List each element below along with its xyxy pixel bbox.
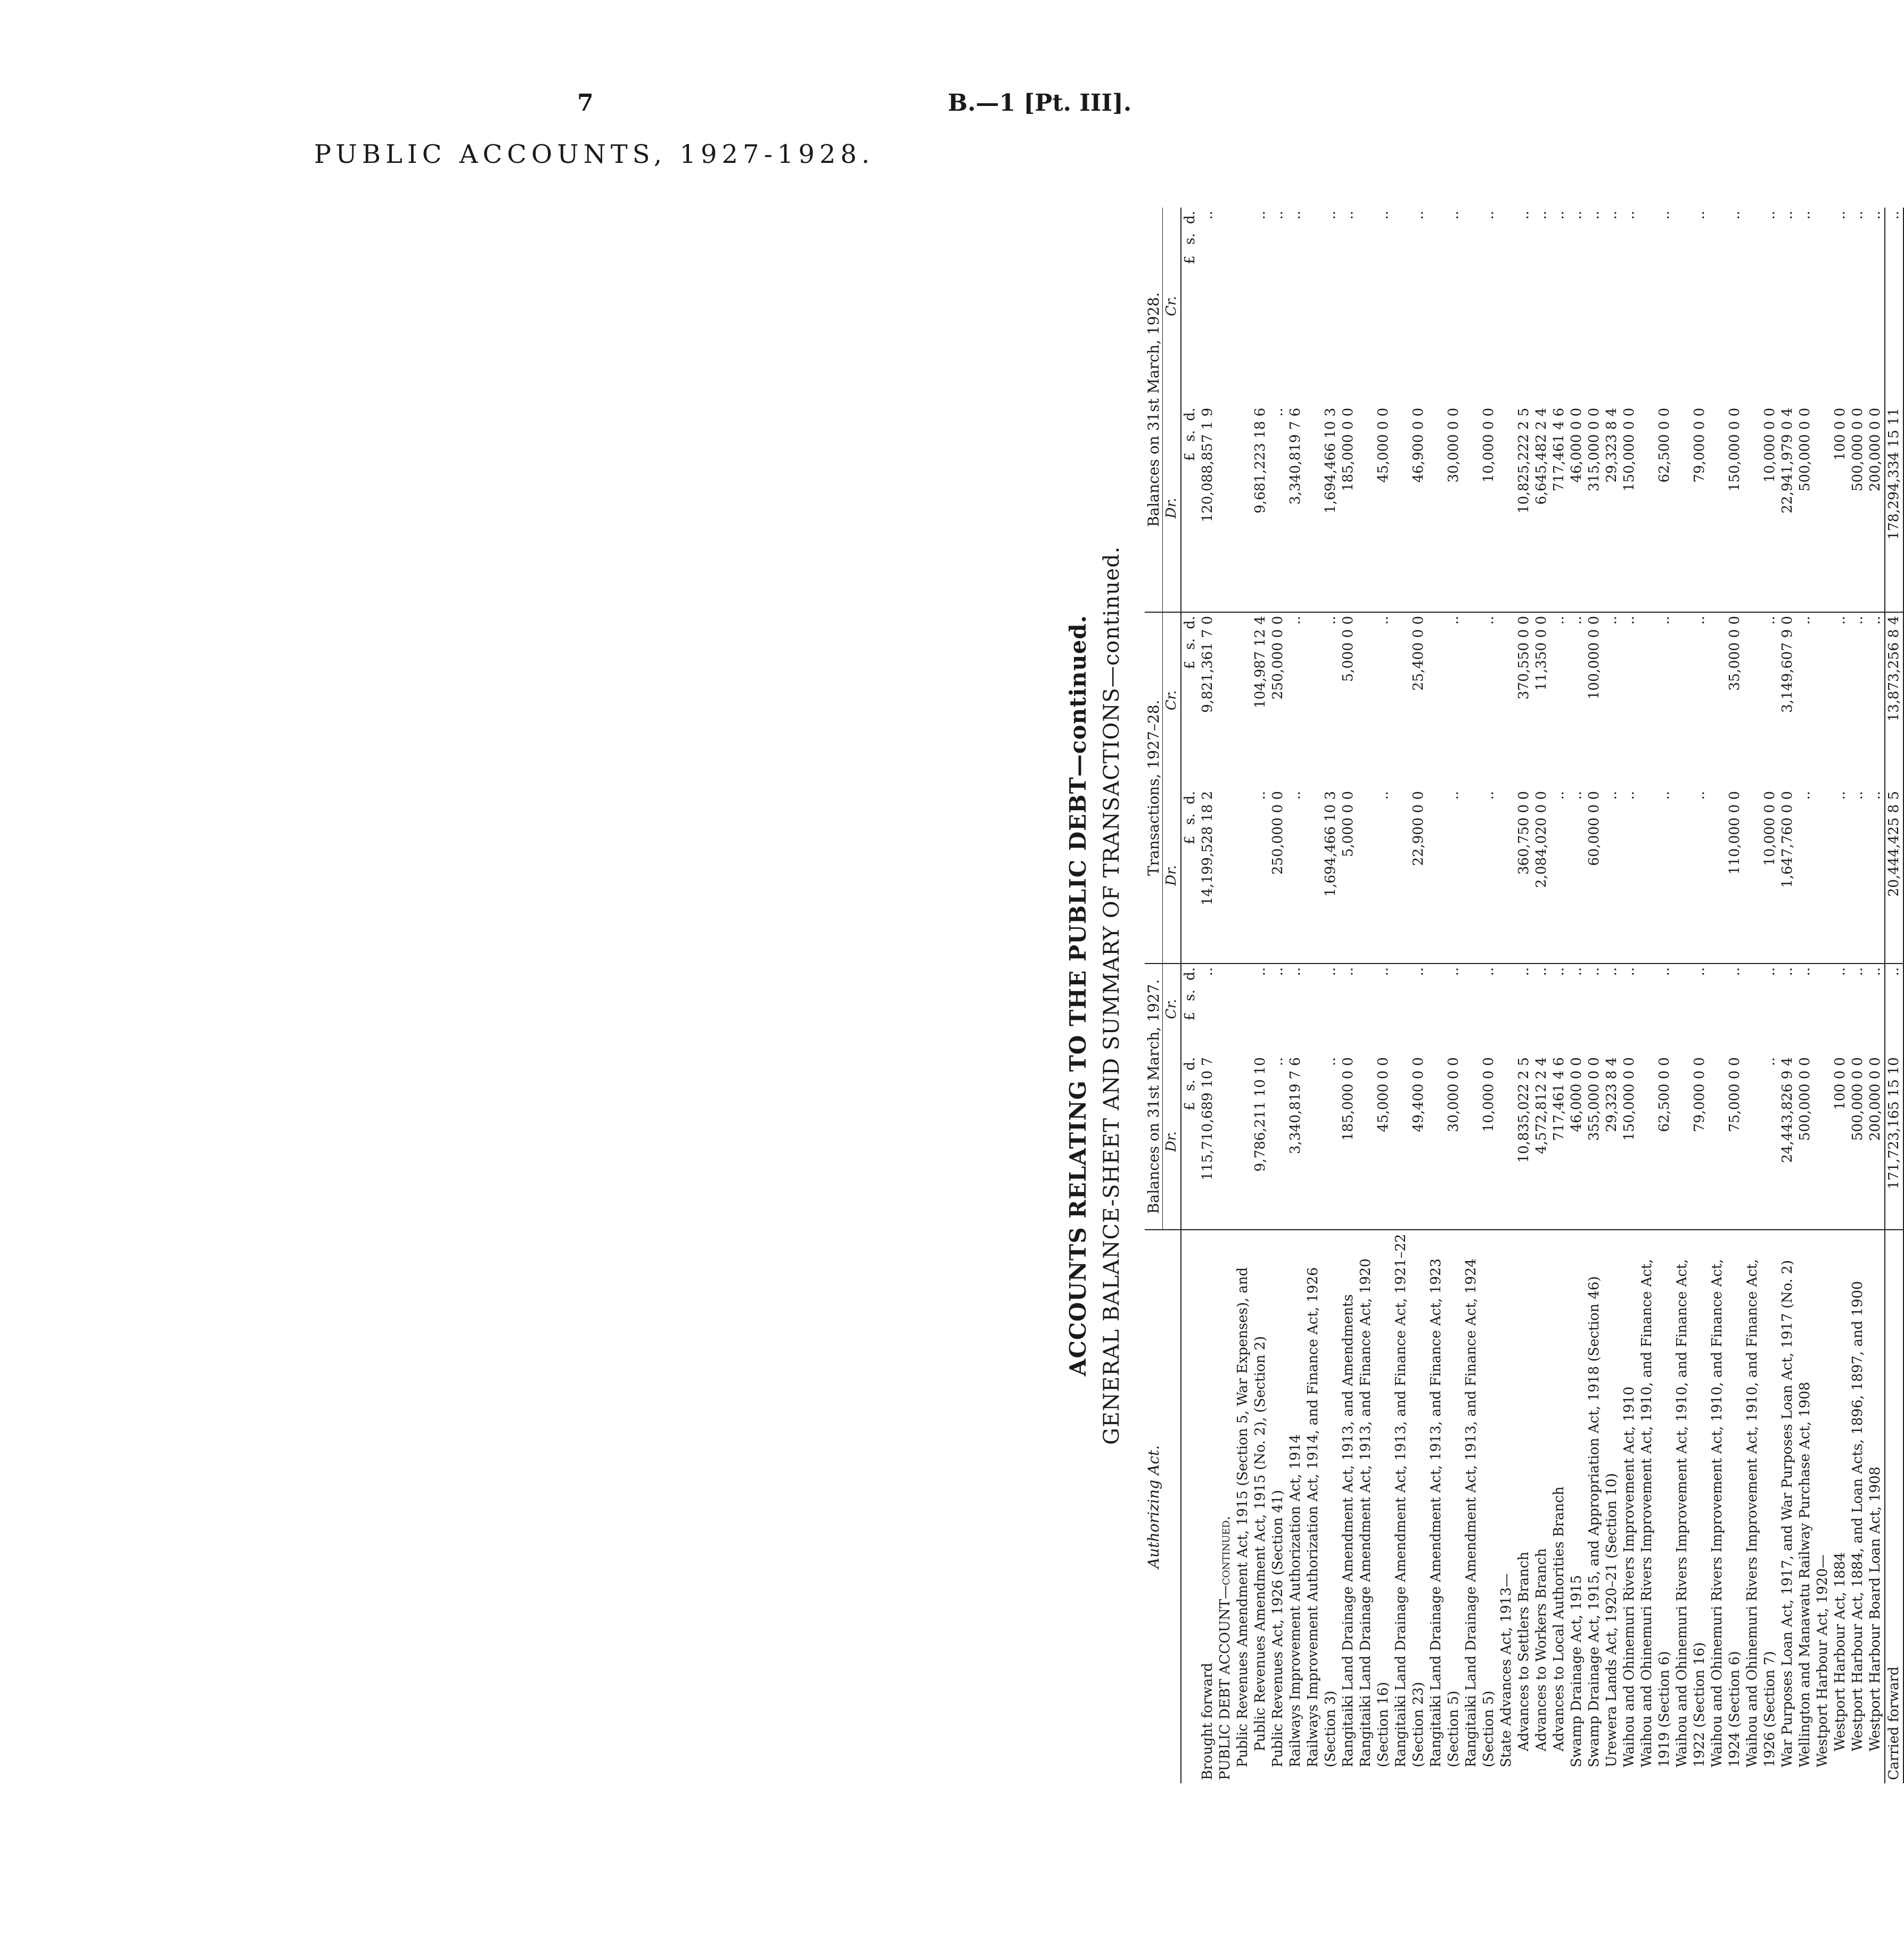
balance-1927-dr-cell xyxy=(1498,1054,1515,1230)
transaction-dr-cell: 1,694,466 10 3 xyxy=(1323,791,1339,897)
unit-d: d. xyxy=(1182,967,1198,981)
balance-1927-dr-cell: 46,000 0 0 xyxy=(1569,1057,1585,1132)
balance-1927-dr-cell: .. xyxy=(1270,1057,1286,1066)
transaction-cr-cell: .. xyxy=(1867,612,1885,788)
balance-1928-cr-cell: .. xyxy=(1200,211,1216,220)
units-balance-1927-cr xyxy=(1181,964,1199,1054)
balance-1927-cr-cell: .. xyxy=(1709,964,1744,1054)
table-row xyxy=(1515,208,1533,1783)
balance-1927-cr-cell: .. xyxy=(1586,964,1603,1054)
balance-1927-cr-cell: .. xyxy=(1638,964,1673,1054)
transaction-cr-cell: .. xyxy=(1550,612,1568,788)
balance-1928-dr-cell: 500,000 0 0 xyxy=(1797,408,1813,492)
balance-1927-cr-cell xyxy=(1498,964,1515,1054)
transaction-cr-cell: 250,000 0 0 xyxy=(1269,612,1287,788)
balance-1928-cr-cell: .. xyxy=(1446,211,1462,220)
balance-1928-dr-cell: 46,900 0 0 xyxy=(1410,408,1426,483)
ledger-table xyxy=(1145,208,1904,1783)
table-row xyxy=(1832,208,1849,1783)
balance-1928-dr-cell: 10,000 0 0 xyxy=(1481,408,1497,483)
balance-1928-cr-cell: .. xyxy=(1692,211,1708,220)
transaction-dr-cell xyxy=(1814,788,1832,964)
balance-1928-dr-cell: 1,694,466 10 3 xyxy=(1323,408,1339,514)
balance-1928-dr-cell: 315,000 0 0 xyxy=(1586,408,1602,492)
authorizing-act-cell: Waihou and Ohinemuri Rivers Improvement Act, 1910, and Finance Act, 1919 (Section 6) xyxy=(1638,1230,1673,1783)
balance-1927-cr-cell: .. xyxy=(1796,964,1814,1054)
balance-1927-cr-cell xyxy=(1217,964,1234,1054)
balance-1928-cr-cell: .. xyxy=(1533,211,1549,220)
unit-d: d. xyxy=(1182,1057,1198,1071)
transaction-cr-cell: .. xyxy=(1621,612,1638,788)
balance-1928-cr-cell xyxy=(1217,208,1234,405)
balance-1928-cr-cell: .. xyxy=(1375,211,1391,220)
balance-1927-dr-cell xyxy=(1217,1054,1234,1230)
balance-1927-dr-cell: 75,000 0 0 xyxy=(1727,1057,1743,1132)
balance-1928-cr-cell: .. xyxy=(1516,211,1532,220)
transaction-cr-cell: .. xyxy=(1357,612,1392,788)
transaction-cr-cell: .. xyxy=(1849,612,1867,788)
units-blank xyxy=(1181,1230,1199,1783)
authorizing-act-cell: Waihou and Ohinemuri Rivers Improvement Act, 1910, and Finance Act, 1924 (Section 6) xyxy=(1709,1230,1744,1783)
transaction-cr-cell: 3,149,607 9 0 xyxy=(1779,612,1796,788)
transaction-cr-cell: .. xyxy=(1568,612,1586,788)
balance-1928-dr-cell: 120,088,857 1 9 xyxy=(1200,408,1216,523)
balance-1927-dr-cell: 185,000 0 0 xyxy=(1340,1057,1356,1141)
balance-1928-cr-cell: .. xyxy=(1779,211,1795,220)
balance-1928-cr-cell xyxy=(1234,208,1252,405)
transaction-cr-cell: .. xyxy=(1744,612,1779,788)
transaction-dr-cell xyxy=(1234,788,1252,964)
unit-d: d. xyxy=(1182,791,1198,804)
unit-l: £ xyxy=(1182,1102,1198,1111)
balance-1927-dr-cell: 500,000 0 0 xyxy=(1850,1057,1866,1141)
transaction-dr-cell: 1,647,760 0 0 xyxy=(1779,791,1795,888)
balance-1928-cr-cell: .. xyxy=(1270,211,1286,220)
balance-1927-cr-cell: .. xyxy=(1340,964,1357,1054)
authorizing-act-cell: Waihou and Ohinemuri Rivers Improvement Act, 1910 xyxy=(1621,1230,1638,1783)
unit-s: s. xyxy=(1182,638,1198,650)
balance-1928-cr-cell: .. xyxy=(1569,211,1585,220)
authorizing-act-cell: PUBLIC DEBT ACCOUNT—continued. xyxy=(1217,1230,1234,1783)
table-row xyxy=(1427,208,1463,1783)
col-cr: Cr. xyxy=(1163,964,1181,1054)
table-row xyxy=(1638,208,1673,1783)
page-title: PUBLIC ACCOUNTS, 1927-1928. xyxy=(314,139,875,169)
balance-1928-dr-cell: 45,000 0 0 xyxy=(1375,408,1391,483)
transaction-dr-cell: .. xyxy=(1551,791,1567,800)
authorizing-act-cell: Rangitaiki Land Drainage Amendment Act, 1913, and Finance Act, 1920 (Section 16) xyxy=(1357,1230,1392,1783)
transaction-dr-cell: .. xyxy=(1621,791,1637,800)
table-row xyxy=(1287,208,1304,1783)
transaction-dr-cell: .. xyxy=(1375,791,1391,800)
transaction-dr-cell: .. xyxy=(1481,791,1497,800)
unit-l: £ xyxy=(1182,452,1198,462)
balance-1928-cr-cell: .. xyxy=(1586,211,1602,220)
table-subtitle: GENERAL BALANCE-SHEET AND SUMMARY OF TRANSACTIONS—continued. xyxy=(1099,546,1124,1445)
balance-1927-dr-cell: 150,000 0 0 xyxy=(1621,1057,1637,1141)
authorizing-act-cell: Railways Improvement Authorization Act, 1914 xyxy=(1287,1230,1304,1783)
table-row xyxy=(1568,208,1586,1783)
balance-1927-cr-cell: .. xyxy=(1463,964,1498,1054)
balance-1928-cr-cell xyxy=(1498,208,1515,405)
table-row xyxy=(1252,208,1269,1783)
balance-1927-dr-cell: 9,786,211 10 10 xyxy=(1252,1057,1268,1172)
table-row xyxy=(1673,208,1709,1783)
transaction-dr-cell: 10,000 0 0 xyxy=(1762,791,1778,866)
balance-1927-cr-cell: .. xyxy=(1427,964,1463,1054)
unit-d: d. xyxy=(1182,408,1198,421)
authorizing-act-cell: Public Revenues Act, 1926 (Section 41) xyxy=(1269,1230,1287,1783)
transaction-dr-cell: 22,900 0 0 xyxy=(1410,791,1426,866)
group-transactions: Transactions, 1927–28. xyxy=(1145,612,1163,964)
table-row xyxy=(1814,208,1832,1783)
balance-1928-cr-cell: .. xyxy=(1287,211,1303,220)
balance-1928-dr-cell xyxy=(1217,405,1234,612)
balance-1928-dr-cell: 178,294,334 15 11 xyxy=(1885,405,1903,612)
balance-1927-cr-cell: .. xyxy=(1392,964,1427,1054)
table-row xyxy=(1463,208,1498,1783)
balance-1928-dr-cell: 500,000 0 0 xyxy=(1850,408,1866,492)
authorizing-act-cell: Advances to Local Authorities Branch xyxy=(1550,1230,1568,1783)
document-reference: B.—1 [Pt. III]. xyxy=(948,89,1132,117)
balance-1927-cr-cell: .. xyxy=(1357,964,1392,1054)
balance-1927-cr-cell: .. xyxy=(1779,964,1796,1054)
authorizing-act-cell: Westport Harbour Act, 1920— xyxy=(1814,1230,1832,1783)
transaction-dr-cell xyxy=(1498,788,1515,964)
table-row xyxy=(1199,208,1217,1783)
transaction-dr-cell: .. xyxy=(1252,791,1268,800)
transaction-dr-cell: .. xyxy=(1850,791,1866,800)
authorizing-act-cell: Railways Improvement Authorization Act, 1914, and Finance Act, 1926 (Section 3) xyxy=(1304,1230,1340,1783)
balance-1928-cr-cell: .. xyxy=(1323,211,1339,220)
balance-1928-dr-cell xyxy=(1814,405,1832,612)
balance-1928-cr-cell: .. xyxy=(1832,211,1848,220)
balance-1927-dr-cell: 10,835,022 2 5 xyxy=(1516,1057,1532,1163)
authorizing-act-cell: Westport Harbour Board Loan Act, 1908 xyxy=(1867,1230,1885,1783)
authorizing-act-cell: Rangitaiki Land Drainage Amendment Act, 1913, and Finance Act, 1924 (Section 5) xyxy=(1463,1230,1498,1783)
balance-1928-dr-cell: 150,000 0 0 xyxy=(1621,408,1637,492)
transaction-cr-cell: 5,000 0 0 xyxy=(1340,612,1357,788)
table-row xyxy=(1550,208,1568,1783)
table-row xyxy=(1586,208,1603,1783)
balance-1927-cr-cell: .. xyxy=(1744,964,1779,1054)
transaction-cr-cell: 100,000 0 0 xyxy=(1586,612,1603,788)
transaction-dr-cell: .. xyxy=(1797,791,1813,800)
units-balance-1928-dr xyxy=(1181,405,1199,612)
transaction-dr-cell: .. xyxy=(1446,791,1462,800)
balance-1927-dr-cell: 171,723,165 15 10 xyxy=(1885,1054,1903,1230)
balance-1928-dr-cell: 185,000 0 0 xyxy=(1340,408,1356,492)
balance-1927-dr-cell xyxy=(1814,1054,1832,1230)
balance-1927-dr-cell: 717,461 4 6 xyxy=(1551,1057,1567,1141)
transaction-cr-cell: .. xyxy=(1638,612,1673,788)
unit-l: £ xyxy=(1182,256,1198,265)
balance-1928-dr-cell: .. xyxy=(1270,408,1286,417)
col-cr: Cr. xyxy=(1163,612,1181,788)
transaction-dr-cell: 5,000 0 0 xyxy=(1340,791,1356,858)
authorizing-act-cell: War Purposes Loan Act, 1917, and War Purposes Loan Act, 1917 (No. 2) xyxy=(1779,1230,1796,1783)
units-transaction-cr xyxy=(1181,612,1199,788)
transaction-cr-cell: .. xyxy=(1796,612,1814,788)
balance-1927-dr-cell: 79,000 0 0 xyxy=(1692,1057,1708,1132)
balance-1928-dr-cell: 3,340,819 7 6 xyxy=(1287,408,1303,505)
table-row xyxy=(1744,208,1779,1783)
balance-1928-dr-cell: 62,500 0 0 xyxy=(1656,408,1672,483)
transaction-dr-cell: .. xyxy=(1832,791,1848,800)
authorizing-act-cell: Waihou and Ohinemuri Rivers Improvement Act, 1910, and Finance Act, 1922 (Section 16) xyxy=(1673,1230,1709,1783)
table-title: ACCOUNTS RELATING TO THE PUBLIC DEBT—continued. xyxy=(1065,614,1091,1377)
rotated-ledger xyxy=(1044,208,1902,1783)
unit-l: £ xyxy=(1182,836,1198,845)
unit-s: s. xyxy=(1182,1080,1198,1091)
balance-1928-cr-cell: .. xyxy=(1885,208,1903,405)
authorizing-act-cell: Rangitaiki Land Drainage Amendment Act, 1913, and Finance Act, 1921–22 (Section 23) xyxy=(1392,1230,1427,1783)
balance-1927-cr-cell xyxy=(1814,964,1832,1054)
unit-l: £ xyxy=(1182,1012,1198,1021)
authorizing-act-cell: Westport Harbour Act, 1884, and Loan Acts, 1896, 1897, and 1900 xyxy=(1849,1230,1867,1783)
authorizing-act-cell: Advances to Settlers Branch xyxy=(1515,1230,1533,1783)
col-authorizing-act: Authorizing Act. xyxy=(1145,1230,1181,1783)
balance-1927-cr-cell: .. xyxy=(1832,964,1849,1054)
balance-1928-cr-cell: .. xyxy=(1410,211,1426,220)
balance-1928-dr-cell: 6,645,482 2 4 xyxy=(1533,408,1549,505)
balance-1927-dr-cell: 30,000 0 0 xyxy=(1446,1057,1462,1132)
balance-1927-cr-cell: .. xyxy=(1199,964,1217,1054)
balance-1927-cr-cell: .. xyxy=(1533,964,1550,1054)
transaction-cr-cell: 11,350 0 0 xyxy=(1533,612,1550,788)
transaction-dr-cell: 250,000 0 0 xyxy=(1270,791,1286,875)
col-dr: Dr. xyxy=(1163,1054,1181,1230)
table-row xyxy=(1304,208,1340,1783)
authorizing-act-cell: Waihou and Ohinemuri Rivers Improvement Act, 1910, and Finance Act, 1926 (Section 7) xyxy=(1744,1230,1779,1783)
transaction-dr-cell: 110,000 0 0 xyxy=(1727,791,1743,875)
transaction-cr-cell: .. xyxy=(1673,612,1709,788)
balance-1928-dr-cell: 79,000 0 0 xyxy=(1692,408,1708,483)
authorizing-act-cell: Rangitaiki Land Drainage Amendment Act, 1913, and Amendments xyxy=(1340,1230,1357,1783)
balance-1927-dr-cell: 24,443,826 9 4 xyxy=(1779,1057,1795,1163)
transaction-dr-cell: 2,084,020 0 0 xyxy=(1533,791,1549,888)
authorizing-act-cell: Public Revenues Amendment Act, 1915 (Section 5, War Expenses), and xyxy=(1234,1230,1252,1783)
unit-s: s. xyxy=(1182,813,1198,825)
balance-1928-dr-cell: 10,825,222 2 5 xyxy=(1516,408,1532,514)
unit-s: s. xyxy=(1182,430,1198,442)
table-row xyxy=(1603,208,1621,1783)
balance-1927-dr-cell: 49,400 0 0 xyxy=(1410,1057,1426,1132)
authorizing-act-cell: Westport Harbour Act, 1884 xyxy=(1832,1230,1849,1783)
table-row xyxy=(1709,208,1744,1783)
balance-1928-dr-cell: 150,000 0 0 xyxy=(1727,408,1743,492)
balance-1928-cr-cell: .. xyxy=(1604,211,1620,220)
balance-1927-dr-cell: 100 0 0 xyxy=(1832,1057,1848,1110)
transaction-cr-cell: 9,821,361 7 0 xyxy=(1199,612,1217,788)
table-row xyxy=(1234,208,1252,1783)
transaction-cr-cell: .. xyxy=(1287,612,1304,788)
table-row xyxy=(1340,208,1357,1783)
units-balance-1928-cr xyxy=(1181,208,1199,405)
balance-1928-dr-cell: 29,323 8 4 xyxy=(1604,408,1620,483)
balance-1927-cr-cell: .. xyxy=(1304,964,1340,1054)
balance-1928-cr-cell: .. xyxy=(1481,211,1497,220)
transaction-dr-cell: .. xyxy=(1692,791,1708,800)
transaction-dr-cell: .. xyxy=(1604,791,1620,800)
table-row xyxy=(1533,208,1550,1783)
transaction-cr-cell xyxy=(1498,612,1515,788)
table-row xyxy=(1498,208,1515,1783)
total-row xyxy=(1885,208,1903,1783)
unit-s: s. xyxy=(1182,990,1198,1001)
balance-1927-cr-cell: .. xyxy=(1849,964,1867,1054)
balance-1927-dr-cell: 115,710,689 10 7 xyxy=(1200,1057,1216,1181)
authorizing-act-cell: Carried forward xyxy=(1885,1230,1903,1783)
balance-1927-dr-cell: 62,500 0 0 xyxy=(1656,1057,1672,1132)
unit-l: £ xyxy=(1182,661,1198,670)
transaction-cr-cell: .. xyxy=(1832,612,1849,788)
balance-1928-cr-cell: .. xyxy=(1727,211,1743,220)
transaction-cr-cell: 25,400 0 0 xyxy=(1392,612,1427,788)
transaction-dr-cell: 20,444,425 8 5 xyxy=(1885,788,1903,964)
balance-1928-cr-cell: .. xyxy=(1867,211,1883,220)
transaction-cr-cell: .. xyxy=(1603,612,1621,788)
group-balances-1928: Balances on 31st March, 1928. xyxy=(1145,208,1163,612)
transaction-cr-cell xyxy=(1814,612,1832,788)
balance-1927-cr-cell: .. xyxy=(1269,964,1287,1054)
authorizing-act-cell: Swamp Drainage Act, 1915, and Appropriation Act, 1918 (Section 46) xyxy=(1586,1230,1603,1783)
transaction-cr-cell: .. xyxy=(1427,612,1463,788)
balance-1928-dr-cell: 200,000 0 0 xyxy=(1867,408,1883,492)
authorizing-act-cell: State Advances Act, 1913— xyxy=(1498,1230,1515,1783)
balance-1927-dr-cell: 10,000 0 0 xyxy=(1481,1057,1497,1132)
balance-1928-dr-cell xyxy=(1498,405,1515,612)
col-dr: Dr. xyxy=(1163,405,1181,612)
transaction-dr-cell xyxy=(1217,788,1234,964)
balance-1927-dr-cell: 200,000 0 0 xyxy=(1867,1057,1883,1141)
authorizing-act-cell: Wellington and Manawatu Railway Purchase Act, 1908 xyxy=(1796,1230,1814,1783)
balance-1927-cr-cell: .. xyxy=(1287,964,1304,1054)
transaction-cr-cell xyxy=(1217,612,1234,788)
balance-1927-cr-cell: .. xyxy=(1252,964,1269,1054)
ledger-body xyxy=(1181,208,1903,1783)
table-row xyxy=(1867,208,1885,1783)
balance-1928-cr-cell: .. xyxy=(1656,211,1672,220)
table-row xyxy=(1621,208,1638,1783)
balance-1928-dr-cell xyxy=(1234,405,1252,612)
authorizing-act-cell: Brought forward xyxy=(1199,1230,1217,1783)
balance-1928-cr-cell: .. xyxy=(1621,211,1637,220)
transaction-dr-cell: 14,199,528 18 2 xyxy=(1200,791,1216,906)
balance-1927-cr-cell: .. xyxy=(1885,964,1903,1054)
balance-1928-cr-cell xyxy=(1814,208,1832,405)
balance-1927-dr-cell: 3,340,819 7 6 xyxy=(1287,1057,1303,1154)
unit-s: s. xyxy=(1182,233,1198,245)
balance-1927-dr-cell: 4,572,812 2 4 xyxy=(1533,1057,1549,1154)
balance-1928-dr-cell: 30,000 0 0 xyxy=(1446,408,1462,483)
table-row xyxy=(1849,208,1867,1783)
units-transaction-dr xyxy=(1181,788,1199,964)
transaction-cr-cell: 35,000 0 0 xyxy=(1709,612,1744,788)
transaction-dr-cell: .. xyxy=(1569,791,1585,800)
col-cr: Cr. xyxy=(1163,208,1181,405)
transaction-dr-cell: 360,750 0 0 xyxy=(1516,791,1532,875)
balance-1928-cr-cell: .. xyxy=(1252,211,1268,220)
balance-1928-cr-cell: .. xyxy=(1850,211,1866,220)
balance-1927-dr-cell: 45,000 0 0 xyxy=(1375,1057,1391,1132)
balance-1928-dr-cell: 10,000 0 0 xyxy=(1762,408,1778,483)
balance-1928-dr-cell: 717,461 4 6 xyxy=(1551,408,1567,492)
units-row xyxy=(1181,208,1199,1783)
transaction-dr-cell: .. xyxy=(1287,791,1303,800)
balance-1927-dr-cell xyxy=(1234,1054,1252,1230)
balance-1928-dr-cell: 100 0 0 xyxy=(1832,408,1848,461)
balance-1928-cr-cell: .. xyxy=(1551,211,1567,220)
balance-1928-dr-cell: 9,681,223 18 6 xyxy=(1252,408,1268,514)
balance-1927-cr-cell: .. xyxy=(1550,964,1568,1054)
table-row xyxy=(1217,208,1234,1783)
authorizing-act-cell: Swamp Drainage Act, 1915 xyxy=(1568,1230,1586,1783)
authorizing-act-cell: Rangitaiki Land Drainage Amendment Act, 1913, and Finance Act, 1923 (Section 5) xyxy=(1427,1230,1463,1783)
balance-1927-cr-cell: .. xyxy=(1603,964,1621,1054)
table-row xyxy=(1796,208,1814,1783)
group-balances-1927: Balances on 31st March, 1927. xyxy=(1145,964,1163,1230)
transaction-dr-cell: .. xyxy=(1867,791,1883,800)
table-row xyxy=(1357,208,1392,1783)
table-row xyxy=(1269,208,1287,1783)
transaction-dr-cell: .. xyxy=(1656,791,1672,800)
authorizing-act-cell: Urewera Lands Act, 1920–21 (Section 10) xyxy=(1603,1230,1621,1783)
table-row xyxy=(1392,208,1427,1783)
transaction-cr-cell: .. xyxy=(1463,612,1498,788)
balance-1927-cr-cell: .. xyxy=(1621,964,1638,1054)
balance-1928-dr-cell: 22,941,979 0 4 xyxy=(1779,408,1795,514)
transaction-cr-cell: 104,987 12 4 xyxy=(1252,612,1269,788)
balance-1927-dr-cell: .. xyxy=(1323,1057,1339,1066)
balance-1927-dr-cell: 355,000 0 0 xyxy=(1586,1057,1602,1141)
balance-1928-cr-cell: .. xyxy=(1762,211,1778,220)
transaction-cr-cell: 13,873,256 8 4 xyxy=(1885,612,1903,788)
table-row xyxy=(1779,208,1796,1783)
authorizing-act-cell: Advances to Workers Branch xyxy=(1533,1230,1550,1783)
balance-1927-cr-cell xyxy=(1234,964,1252,1054)
unit-d: d. xyxy=(1182,211,1198,224)
transaction-dr-cell: 60,000 0 0 xyxy=(1586,791,1602,866)
balance-1927-dr-cell: .. xyxy=(1762,1057,1778,1066)
transaction-cr-cell: 370,550 0 0 xyxy=(1515,612,1533,788)
authorizing-act-cell: Public Revenues Amendment Act, 1915 (No. 2), (Section 2) xyxy=(1252,1230,1269,1783)
transaction-cr-cell: .. xyxy=(1304,612,1340,788)
balance-1928-dr-cell: 46,000 0 0 xyxy=(1569,408,1585,483)
unit-d: d. xyxy=(1182,616,1198,629)
balance-1927-cr-cell: .. xyxy=(1867,964,1885,1054)
balance-1928-cr-cell: .. xyxy=(1340,211,1356,220)
balance-1927-cr-cell: .. xyxy=(1568,964,1586,1054)
page-number: 7 xyxy=(577,89,594,117)
units-balance-1927-dr xyxy=(1181,1054,1199,1230)
balance-1927-cr-cell: .. xyxy=(1673,964,1709,1054)
balance-1927-dr-cell: 29,323 8 4 xyxy=(1604,1057,1620,1132)
col-dr: Dr. xyxy=(1163,788,1181,964)
balance-1927-cr-cell: .. xyxy=(1515,964,1533,1054)
transaction-cr-cell xyxy=(1234,612,1252,788)
balance-1927-dr-cell: 500,000 0 0 xyxy=(1797,1057,1813,1141)
balance-1928-cr-cell: .. xyxy=(1797,211,1813,220)
